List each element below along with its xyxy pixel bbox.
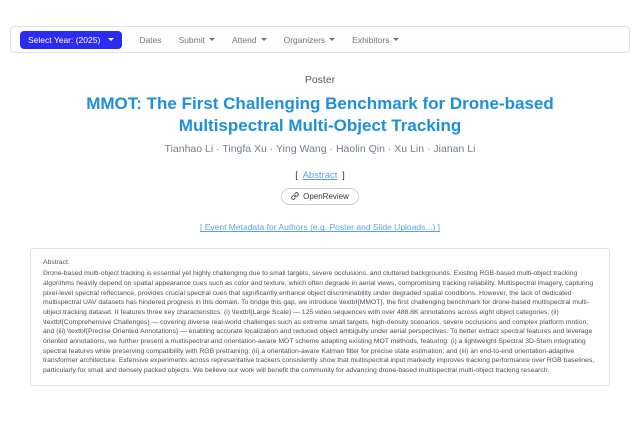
bracket-close: ] [342, 169, 345, 181]
nav-item-organizers[interactable] [284, 35, 336, 45]
abstract-link-row [0, 170, 640, 181]
openreview-row [0, 181, 640, 206]
link-icon [291, 192, 299, 200]
openreview-button[interactable] [281, 188, 359, 205]
nav-item-label: Submit [178, 34, 205, 45]
main-content [0, 74, 640, 386]
abstract-card [30, 248, 610, 386]
caret-down-icon [393, 38, 399, 41]
paper-title: MMOT: The First Challenging Benchmark for Drone-based Multispectral Multi-Object Tracking [86, 94, 554, 136]
bracket-open: [ [295, 169, 298, 181]
abstract-link[interactable]: Abstract [302, 169, 338, 181]
nav-item-attend[interactable] [232, 35, 267, 45]
authors-line: Tianhao Li · Tingfa Xu · Ying Wang · Haolin Qin · Xu Lin · Jianan Li [164, 142, 476, 155]
event-metadata-link[interactable]: [ Event Metadata for Authors (e.g. Poster and Slide Uploads...) ] [199, 222, 441, 233]
nav-item-label: Organizers [283, 34, 326, 45]
abstract-text: Drone-based multi-object tracking is essential yet highly challenging due to small targets, severe occlusions, and cluttered backgrounds. Existing RGB-based multi-object tracking algorithms heavily depend on spatial appearance cues such as color and texture, which often degrade in aerial views, compromising tracking reliability. Multispectral imagery, capturing pixel-level spectral reflectance, provides crucial spectral cues that significantly enhance object discriminability under degraded spatial conditions. However, the lack of dedicated multispectral UAV datasets has hindered progress in this domain. To bridge this gap, we introduce \textbf{MMOT}, the first challenging benchmark for drone-based multispectral multi-object tracking dataset. It features three key characteristics: (i) \textbf{Large Scale} — 125 video sequences with over 488.8K annotations across eight object categories; (ii) \textbf{Comprehensive Challenges} — covering diverse real-world challenges such as extreme small targets, high-density scenarios, severe occlusions and complex platform motion; and (iii) \textbf{Precise Oriented Annotations} — enabling accurate localization and reduced object ambiguity under aerial perspectives. To better extract spectral features and leverage oriented annotations, we further present a multispectral and orientation-aware MOT scheme adapting existing MOT methods, featuring: (i) a lightweight Spectral 3D-Stem integrating spectral features while preserving compatibility with RGB pretraining; (ii) a orientation-aware Kalman filter for precise state estimation; and (iii) an end-to-end orientation-adaptive transformer architecture. Extensive experiments across representative trackers consistently show that multispectral input markedly improves tracking performance over RGB baselines, particularly for small and densely packed objects. We believe our work will benefit the community for advancing drone-based multispectral multi-object tracking research. [43, 270, 595, 374]
abstract-heading: Abstract: [43, 259, 70, 267]
caret-down-icon [108, 38, 114, 41]
caret-down-icon [261, 38, 267, 41]
select-year-label: Select Year: (2025) [28, 34, 101, 45]
presentation-type-label: Poster [304, 74, 336, 86]
nav-item-dates[interactable] [139, 35, 161, 45]
select-year-button[interactable] [20, 31, 122, 49]
caret-down-icon [209, 38, 215, 41]
event-metadata-row [0, 217, 640, 235]
nav-item-label: Attend [232, 34, 257, 45]
nav-item-exhibitors[interactable] [352, 35, 399, 45]
nav-item-submit[interactable] [179, 35, 215, 45]
nav-item-label: Dates [139, 34, 162, 45]
openreview-label: OpenReview [303, 191, 349, 201]
caret-down-icon [329, 38, 335, 41]
nav-item-label: Exhibitors [352, 34, 390, 45]
top-navbar [10, 26, 630, 53]
